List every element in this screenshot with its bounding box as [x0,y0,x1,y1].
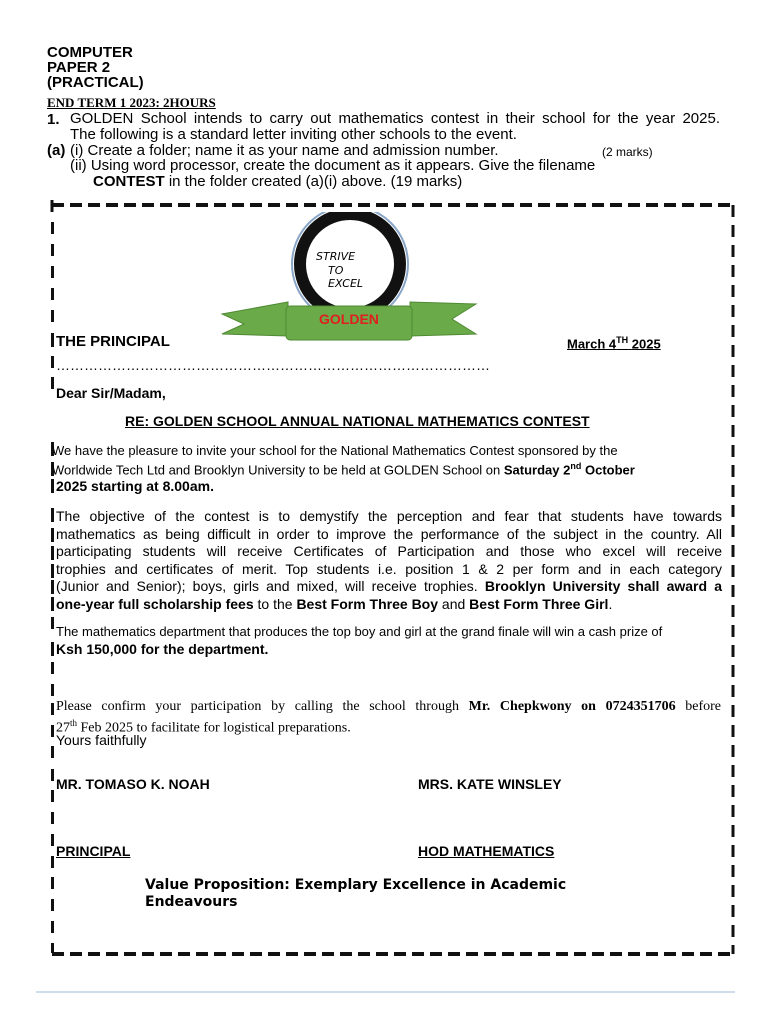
paragraph-objective: The objective of the contest is to demystify the perception and fear that students have towards mathematics as being difficult in order to improve the performance of the subject in the country. All participating students will receive Certificates of Participation and those who excel will receive trophies and certificates of merit. Top students i.e. position 1 & 2 per form and in each category (Junior and Senior); boys, girls and mixed, will receive trophies. Brooklyn University shall award a one-year full scholarship fees to the Best Form Three Boy and Best Form Three Girl. [56,508,723,612]
part-a-i-marks: (2 marks) [602,145,653,159]
address-line: ………………………………………………………………………………… [56,357,490,373]
part-a-i: (i) Create a folder; name it as your name and admission number. [70,142,499,159]
exam-term: END TERM 1 2023: 2HOURS [47,95,216,110]
paper-subject: COMPUTER [47,44,133,61]
p4-line1: Please confirm your participation by calling the school through Mr. Chepkwony on 0724351706 before [56,699,722,714]
question-number: 1. [47,111,60,128]
part-a-ii: (ii) Using word processor, create the document as it appears. Give the filename [70,157,596,174]
paper-type: (PRACTICAL) [47,74,144,91]
p1-line1: We have the pleasure to invite your school for the National Mathematics Contest sponsored by the [52,443,618,458]
part-a-ii-rest: in the folder created (a)(i) above. (19 marks) [168,173,463,190]
p1-line2: Worldwide Tech Ltd and Brooklyn University to be held at GOLDEN School on Saturday 2nd October [52,461,635,478]
paper-number: PAPER 2 [47,59,111,76]
logo-banner-text: GOLDEN [319,311,379,327]
question-intro-2: The following is a standard letter inviting other schools to the event. [70,126,517,143]
part-a-label: (a) [47,142,66,159]
closing: Yours faithfully [56,732,147,748]
letter-date: March 4TH 2025 [567,335,661,352]
p1-line3: 2025 starting at 8.00am. [56,478,214,494]
logo-motto-line1: STRIVE [316,250,356,263]
letter-subject: RE: GOLDEN SCHOOL ANNUAL NATIONAL MATHEMATICS CONTEST [125,413,590,429]
logo-motto-line2: TO [328,264,344,277]
salutation: Dear Sir/Madam, [56,385,166,401]
filename: CONTEST [93,173,165,190]
p4-line2: 27th Feb 2025 to facilitate for logistical preparations. [56,718,351,736]
logo-motto-line3: EXCEL [328,277,364,290]
p3-line1: The mathematics department that produces the top boy and girl at the grand finale will win a cash prize of [56,624,663,639]
value-proposition: Value Proposition: Exemplary Excellence in Academic Endeavours [145,877,567,910]
signatory-2-title: HOD MATHEMATICS [418,843,555,859]
signatory-2-name: MRS. KATE WINSLEY [418,776,562,792]
signatory-1-title: PRINCIPAL [56,843,131,859]
signatory-1-name: MR. TOMASO K. NOAH [56,776,210,792]
p3-line2: Ksh 150,000 for the department. [56,641,269,657]
recipient: THE PRINCIPAL [56,333,170,350]
question-intro-1: GOLDEN School intends to carry out mathematics contest in their school for the year 2025. [70,110,720,127]
